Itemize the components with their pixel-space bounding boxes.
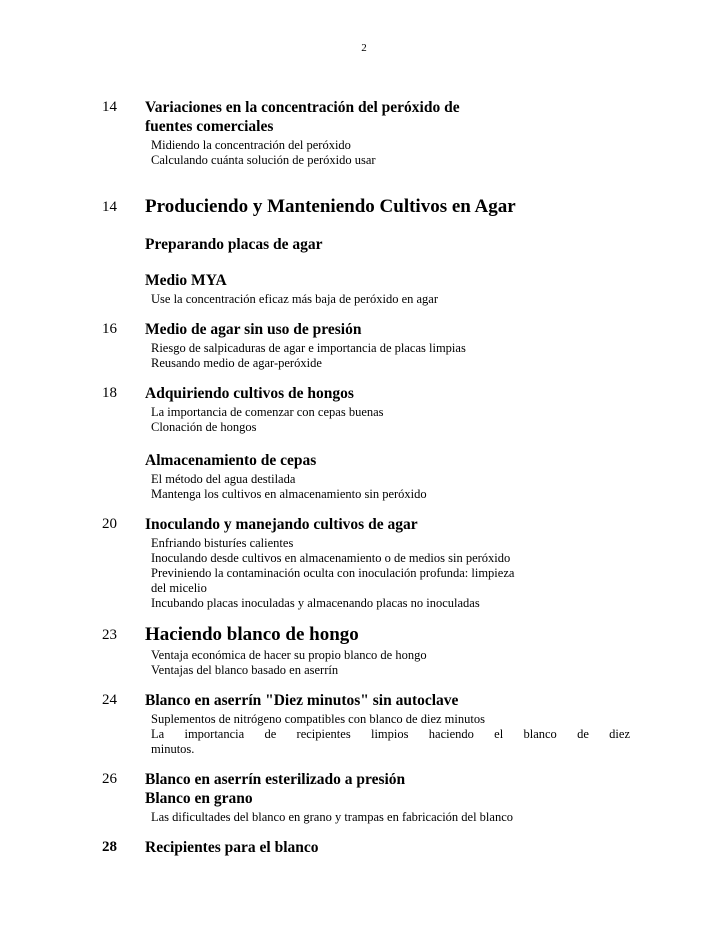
- toc-subtopic: Use la concentración eficaz más baja de peróxido en agar: [151, 292, 439, 306]
- toc-heading: Medio MYA: [145, 272, 227, 289]
- toc-subtopic: Riesgo de salpicaduras de agar e importancia de placas limpias: [151, 341, 466, 355]
- toc-subtopics: [151, 472, 630, 502]
- toc-heading: Medio de agar sin uso de presión: [145, 321, 362, 338]
- toc-entry: [102, 451, 630, 502]
- toc-heading: Produciendo y Manteniendo Cultivos en Agar: [145, 196, 516, 217]
- toc-subtopics: [151, 138, 630, 168]
- toc-entry: [102, 320, 630, 371]
- toc-entry: [102, 515, 630, 611]
- toc-subtopic: Midiendo la concentración del peróxido: [151, 138, 351, 152]
- toc-entry: [102, 838, 630, 857]
- toc-heading: [145, 98, 630, 136]
- toc-subtopics: [151, 712, 630, 757]
- toc-subtopics: [151, 341, 630, 371]
- toc-subtopics: [151, 648, 630, 678]
- toc-heading: Preparando placas de agar: [145, 236, 323, 253]
- toc-subtopic: La importancia de comenzar con cepas buenas: [151, 405, 384, 419]
- toc-subtopic: Mantenga los cultivos en almacenamiento sin peróxido: [151, 487, 427, 501]
- toc-subtopic: El método del agua destilada: [151, 472, 296, 486]
- toc-subtopic: Reusando medio de agar-peróxide: [151, 356, 322, 370]
- toc-subtopic: Las dificultades del blanco en grano y trampas en fabricación del blanco: [151, 810, 514, 824]
- toc-entry: [102, 235, 630, 254]
- toc-entry: [102, 770, 630, 825]
- toc-page-number: 26: [102, 771, 117, 787]
- toc-page-number: 23: [102, 627, 117, 643]
- toc-subtopic: Calculando cuánta solución de peróxido usar: [151, 153, 376, 167]
- toc-subtopic: Incubando placas inoculadas y almacenando placas no inoculadas: [151, 596, 480, 610]
- toc-subtopic: La importancia de recipientes limpios haciendo el blanco de diez: [151, 727, 630, 741]
- toc-entry: [102, 691, 630, 757]
- toc-heading: Blanco en aserrín esterilizado a presión: [145, 771, 406, 788]
- toc-entry: [102, 98, 630, 168]
- toc-heading-line: fuentes comerciales: [145, 118, 274, 135]
- toc-subtopic: Inoculando desde cultivos en almacenamiento o de medios sin peróxido: [151, 551, 511, 565]
- toc-heading: Adquiriendo cultivos de hongos: [145, 385, 354, 402]
- toc-page-number: 28: [102, 839, 117, 855]
- toc-page-number: 14: [102, 199, 117, 215]
- toc-page-number: 24: [102, 692, 117, 708]
- toc-heading: Blanco en aserrín "Diez minutos" sin autoclave: [145, 692, 459, 709]
- toc-subtopic: del micelio: [151, 581, 207, 595]
- toc-page-number: 16: [102, 321, 117, 337]
- toc-page-number: 20: [102, 516, 117, 532]
- toc-subtopics: [151, 810, 630, 825]
- toc-heading: Almacenamiento de cepas: [145, 452, 317, 469]
- toc-subtopic: Previniendo la contaminación oculta con inoculación profunda: limpieza: [151, 566, 515, 580]
- toc-subtopics: [151, 405, 630, 435]
- toc-subtopics: [151, 292, 630, 307]
- toc-subtopic: Enfriando bisturíes calientes: [151, 536, 294, 550]
- toc-entry: [102, 624, 630, 678]
- page-number: 2: [361, 42, 367, 54]
- toc-heading: Blanco en grano: [145, 790, 253, 807]
- toc-subtopic: minutos.: [151, 742, 195, 756]
- toc-subtopic: Clonación de hongos: [151, 420, 257, 434]
- toc-page-number: 18: [102, 385, 117, 401]
- toc-heading: Haciendo blanco de hongo: [145, 624, 359, 645]
- toc-page-number: 14: [102, 99, 117, 115]
- toc-heading-line: Variaciones en la concentración del peróxido de: [145, 99, 460, 116]
- toc-entry: [102, 271, 630, 307]
- toc-heading: Recipientes para el blanco: [145, 839, 319, 856]
- toc-entry: [102, 384, 630, 435]
- table-of-contents: [0, 98, 728, 857]
- toc-heading: Inoculando y manejando cultivos de agar: [145, 516, 418, 533]
- toc-subtopic: Ventaja económica de hacer su propio blanco de hongo: [151, 648, 427, 662]
- toc-subtopic: Ventajas del blanco basado en aserrín: [151, 663, 339, 677]
- toc-entry: [102, 196, 630, 218]
- toc-subtopics: [151, 536, 630, 611]
- toc-subtopic: Suplementos de nitrógeno compatibles con blanco de diez minutos: [151, 712, 485, 726]
